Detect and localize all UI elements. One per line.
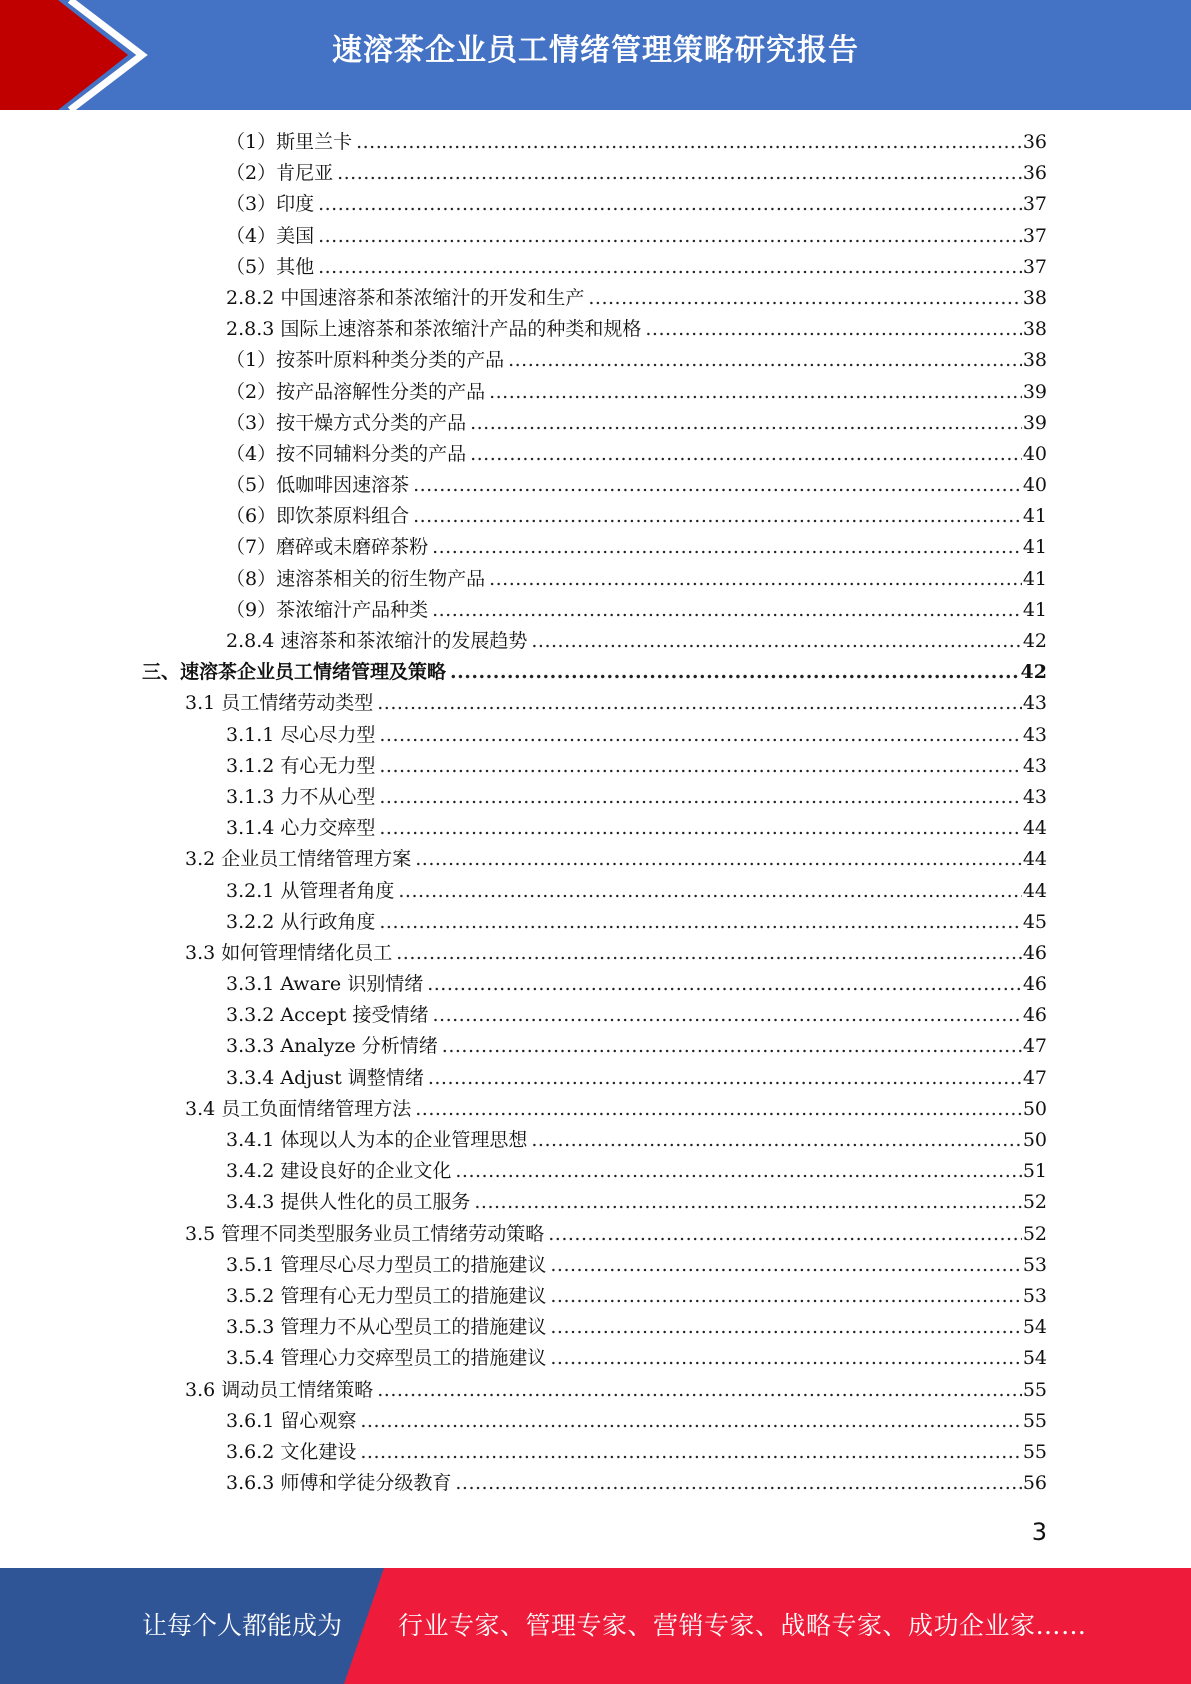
toc-entry-page: 42 (1022, 630, 1047, 652)
toc-leader-dots (360, 1406, 1021, 1437)
toc-leader-dots (415, 1094, 1022, 1125)
toc-leader-dots (413, 470, 1022, 501)
toc-entry-label: 3.3.4 Adjust 调整情绪 (226, 1066, 424, 1089)
toc-entry-page: 44 (1022, 879, 1047, 902)
toc-entry-label: （4）美国 (226, 224, 315, 247)
toc-entry-page: 56 (1022, 1472, 1047, 1495)
toc-entry-label: （3）印度 (226, 193, 315, 216)
toc-entry-page: 41 (1022, 536, 1047, 559)
toc-entry-label: 3.6.2 文化建设 (226, 1440, 357, 1463)
toc-entry-page: 42 (1020, 661, 1047, 684)
toc-leader-dots (379, 907, 1021, 938)
toc-entry[interactable] (0, 439, 1191, 470)
toc-entry[interactable] (0, 314, 1191, 345)
toc-entry-page: 43 (1022, 692, 1047, 715)
toc-entry-page: 37 (1022, 255, 1047, 278)
toc-leader-dots (432, 532, 1022, 563)
toc-entry[interactable] (0, 1437, 1191, 1468)
toc-entry-page: 53 (1022, 1284, 1047, 1307)
toc-entry-page: 43 (1022, 754, 1047, 777)
toc-leader-dots (470, 408, 1022, 439)
toc-entry-label: 3.3 如何管理情绪化员工 (185, 941, 393, 964)
toc-entry[interactable] (0, 1000, 1191, 1031)
page-header (0, 0, 1191, 110)
toc-entry-page: 41 (1022, 567, 1047, 590)
toc-entry-label: （8）速溶茶相关的衍生物产品 (226, 567, 486, 590)
toc-leader-dots (379, 751, 1021, 782)
toc-leader-dots (548, 1219, 1022, 1250)
toc-entry-label: 3.3.1 Aware 识别情绪 (226, 973, 424, 996)
toc-entry-label: （5）其他 (226, 255, 315, 278)
toc-entry-label: （4）按不同辅料分类的产品 (226, 442, 467, 465)
toc-entry-label: 3.1.2 有心无力型 (226, 754, 376, 777)
toc-leader-dots (550, 1312, 1021, 1343)
toc-entry-page: 36 (1022, 131, 1047, 153)
toc-entry[interactable] (0, 345, 1191, 376)
toc-entry[interactable] (0, 408, 1191, 439)
toc-entry-label: 3.1.3 力不从心型 (226, 785, 376, 808)
toc-entry[interactable] (0, 1031, 1191, 1062)
toc-entry-label: 3.1.1 尽心尽力型 (226, 723, 376, 746)
toc-entry-label: （9）茶浓缩汁产品种类 (226, 598, 429, 621)
toc-entry-label: 3.4.2 建设良好的企业文化 (226, 1160, 452, 1183)
toc-leader-dots (396, 938, 1022, 969)
footer-slogan-left: 让每个人都能成为 (142, 1611, 343, 1640)
toc-entry[interactable] (0, 377, 1191, 408)
toc-entry[interactable] (0, 189, 1191, 220)
page-number: 3 (1031, 1518, 1047, 1546)
toc-leader-dots (550, 1281, 1021, 1312)
toc-entry[interactable] (0, 221, 1191, 252)
toc-entry-label: 3.3.3 Analyze 分析情绪 (226, 1035, 438, 1058)
toc-entry[interactable] (0, 1312, 1191, 1343)
toc-leader-dots (442, 1031, 1022, 1062)
toc-leader-dots (550, 1343, 1021, 1374)
toc-leader-dots (531, 1125, 1021, 1156)
toc-leader-dots (379, 720, 1021, 751)
toc-leader-dots (489, 564, 1022, 595)
toc-entry[interactable] (0, 844, 1191, 875)
toc-entry-label: 3.6 调动员工情绪策略 (185, 1378, 374, 1401)
toc-entry-label: 三、速溶茶企业员工情绪管理及策略 (142, 661, 447, 684)
toc-entry[interactable] (0, 501, 1191, 532)
toc-entry-page: 52 (1022, 1222, 1047, 1245)
toc-entry[interactable] (0, 907, 1191, 938)
toc-leader-dots (455, 1156, 1021, 1187)
toc-leader-dots (318, 189, 1022, 220)
toc-leader-dots (645, 314, 1021, 345)
toc-entry[interactable] (0, 158, 1191, 189)
toc-entry-page: 39 (1022, 380, 1047, 403)
toc-leader-dots (508, 345, 1022, 376)
toc-entry-page: 46 (1022, 973, 1047, 996)
toc-entry-page: 44 (1022, 848, 1047, 871)
toc-entry-page: 55 (1022, 1378, 1047, 1401)
toc-entry-label: （1）斯里兰卡 (226, 131, 353, 153)
toc-entry-label: 3.2.1 从管理者角度 (226, 879, 395, 902)
toc-entry-label: 3.1 员工情绪劳动类型 (185, 692, 374, 715)
toc-entry-page: 52 (1022, 1191, 1047, 1214)
toc-leader-dots (356, 127, 1022, 158)
toc-entry[interactable] (0, 688, 1191, 719)
toc-entry[interactable] (0, 1187, 1191, 1218)
toc-entry[interactable] (0, 1468, 1191, 1499)
toc-leader-dots (379, 782, 1021, 813)
toc-leader-dots (413, 501, 1022, 532)
toc-leader-dots (379, 813, 1021, 844)
toc-entry-label: 3.5.2 管理有心无力型员工的措施建议 (226, 1284, 547, 1307)
toc-entry-page: 40 (1022, 474, 1047, 497)
toc-entry[interactable] (0, 595, 1191, 626)
toc-entry[interactable] (0, 470, 1191, 501)
toc-entry-page: 53 (1022, 1253, 1047, 1276)
toc-entry[interactable] (0, 969, 1191, 1000)
toc-entry-page: 43 (1022, 723, 1047, 746)
toc-entry-label: （1）按茶叶原料种类分类的产品 (226, 349, 505, 372)
toc-entry[interactable] (0, 1156, 1191, 1187)
toc-entry-label: 3.4 员工负面情绪管理方法 (185, 1097, 412, 1120)
toc-entry-label: 3.5.3 管理力不从心型员工的措施建议 (226, 1316, 547, 1339)
toc-leader-dots (531, 626, 1021, 657)
toc-entry-label: （5）低咖啡因速溶茶 (226, 474, 410, 497)
toc-entry-label: （6）即饮茶原料组合 (226, 505, 410, 528)
toc-entry[interactable] (0, 1281, 1191, 1312)
document-title: 速溶茶企业员工情绪管理策略研究报告 (332, 33, 859, 68)
toc-entry[interactable] (0, 751, 1191, 782)
toc-entry-label: 3.4.1 体现以人为本的企业管理思想 (226, 1129, 528, 1151)
toc-entry-label: 3.5.4 管理心力交瘁型员工的措施建议 (226, 1347, 547, 1370)
toc-entry-page: 38 (1022, 318, 1047, 341)
toc-entry[interactable] (0, 1343, 1191, 1374)
toc-entry-label: （3）按干燥方式分类的产品 (226, 411, 467, 434)
toc-leader-dots (470, 439, 1022, 470)
toc-entry-label: 2.8.4 速溶茶和茶浓缩汁的发展趋势 (226, 630, 528, 652)
toc-entry-label: 3.2 企业员工情绪管理方案 (185, 848, 412, 871)
toc-leader-dots (377, 1375, 1022, 1406)
toc-entry-page: 40 (1022, 442, 1047, 465)
toc-entry-label: （7）磨碎或未磨碎茶粉 (226, 536, 429, 559)
toc-entry-page: 47 (1022, 1066, 1047, 1089)
toc-entry-page: 51 (1022, 1160, 1047, 1183)
toc-entry-page: 46 (1022, 941, 1047, 964)
toc-leader-dots (428, 1063, 1022, 1094)
page-footer (0, 1568, 1191, 1684)
toc-leader-dots (377, 688, 1022, 719)
toc-entry-page: 43 (1022, 785, 1047, 808)
toc-leader-dots (337, 158, 1022, 189)
toc-entry[interactable] (0, 720, 1191, 751)
toc-entry-page: 55 (1022, 1440, 1047, 1463)
toc-entry-page: 39 (1022, 411, 1047, 434)
toc-entry-page: 50 (1022, 1097, 1047, 1120)
toc-entry-page: 46 (1022, 1004, 1047, 1027)
toc-entry[interactable] (0, 782, 1191, 813)
toc-entry-page: 41 (1022, 505, 1047, 528)
toc-leader-dots (427, 969, 1022, 1000)
toc-entry-label: 3.5.1 管理尽心尽力型员工的措施建议 (226, 1253, 547, 1276)
toc-entry-label: （2）按产品溶解性分类的产品 (226, 380, 486, 403)
toc-entry-page: 37 (1022, 224, 1047, 247)
toc-entry-label: 3.6.1 留心观察 (226, 1409, 357, 1432)
toc-entry-page: 41 (1022, 598, 1047, 621)
toc-entry[interactable] (0, 1125, 1191, 1156)
toc-entry[interactable] (0, 813, 1191, 844)
toc-leader-dots (398, 876, 1021, 907)
toc-entry[interactable] (0, 283, 1191, 314)
toc-leader-dots (432, 1000, 1021, 1031)
toc-entry[interactable] (0, 1250, 1191, 1281)
toc-entry-page: 37 (1022, 193, 1047, 216)
toc-entry[interactable] (0, 1375, 1191, 1406)
toc-entry[interactable] (0, 876, 1191, 907)
table-of-contents (0, 127, 1191, 1499)
toc-leader-dots (415, 844, 1022, 875)
toc-entry-page: 36 (1022, 162, 1047, 185)
toc-entry[interactable] (0, 127, 1191, 158)
toc-leader-dots (550, 1250, 1021, 1281)
toc-entry-page: 54 (1022, 1316, 1047, 1339)
toc-leader-dots (474, 1187, 1021, 1218)
toc-entry-label: 3.5 管理不同类型服务业员工情绪劳动策略 (185, 1222, 545, 1245)
toc-entry[interactable] (0, 1219, 1191, 1250)
toc-entry[interactable] (0, 564, 1191, 595)
toc-leader-dots (489, 377, 1022, 408)
toc-leader-dots (450, 657, 1020, 688)
toc-entry[interactable] (0, 252, 1191, 283)
toc-entry[interactable] (0, 532, 1191, 563)
toc-entry-label: 3.4.3 提供人性化的员工服务 (226, 1191, 471, 1214)
toc-leader-dots (432, 595, 1022, 626)
toc-entry[interactable] (0, 1406, 1191, 1437)
toc-leader-dots (588, 283, 1021, 314)
toc-leader-dots (455, 1468, 1021, 1499)
toc-entry-page: 44 (1022, 817, 1047, 840)
toc-entry-page: 50 (1022, 1129, 1047, 1151)
toc-entry-label: 3.3.2 Accept 接受情绪 (226, 1004, 429, 1027)
toc-entry-label: 2.8.2 中国速溶茶和茶浓缩汁的开发和生产 (226, 286, 585, 309)
toc-leader-dots (360, 1437, 1021, 1468)
toc-entry-label: 3.1.4 心力交瘁型 (226, 817, 376, 840)
toc-entry[interactable] (0, 657, 1191, 688)
toc-entry-page: 47 (1022, 1035, 1047, 1058)
toc-entry-page: 54 (1022, 1347, 1047, 1370)
toc-entry[interactable] (0, 938, 1191, 969)
toc-entry-label: 2.8.3 国际上速溶茶和茶浓缩汁产品的种类和规格 (226, 318, 642, 341)
toc-leader-dots (318, 221, 1022, 252)
toc-entry-page: 45 (1022, 910, 1047, 933)
toc-entry-label: 3.6.3 师傅和学徒分级教育 (226, 1472, 452, 1495)
toc-entry-page: 38 (1022, 286, 1047, 309)
toc-entry-label: 3.2.2 从行政角度 (226, 910, 376, 933)
toc-entry-page: 38 (1022, 349, 1047, 372)
toc-entry[interactable] (0, 626, 1191, 657)
toc-entry-label: （2）肯尼亚 (226, 162, 334, 185)
toc-entry[interactable] (0, 1094, 1191, 1125)
toc-leader-dots (318, 252, 1022, 283)
toc-entry-page: 55 (1022, 1409, 1047, 1432)
footer-slogan-right: 行业专家、管理专家、营销专家、战略专家、成功企业家…… (398, 1611, 1087, 1640)
toc-entry[interactable] (0, 1063, 1191, 1094)
